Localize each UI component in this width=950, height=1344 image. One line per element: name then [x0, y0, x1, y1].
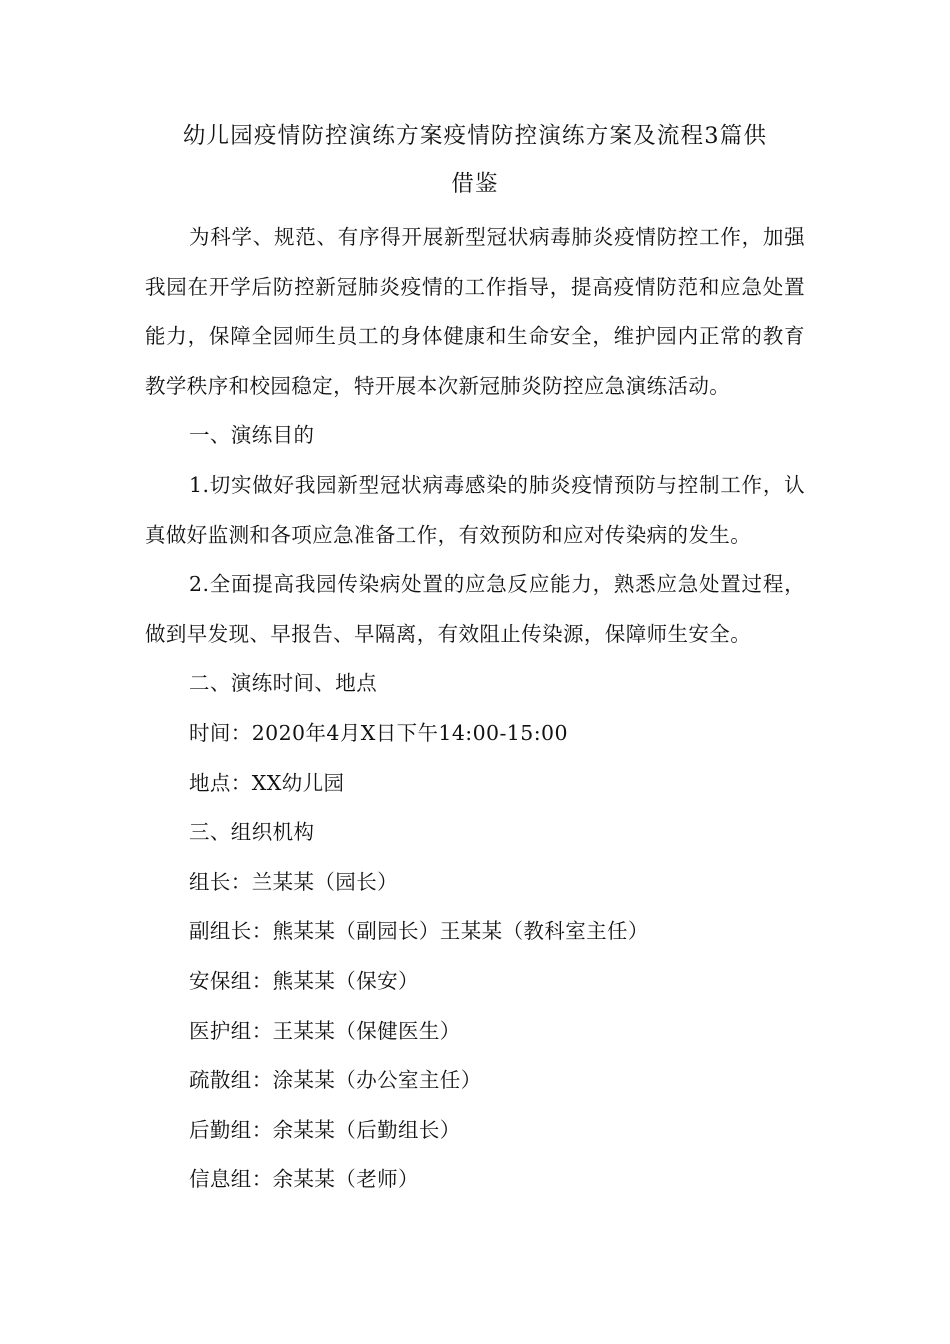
- org-information-group: 信息组：余某某（老师）: [189, 1167, 419, 1192]
- org-medical-group: 医护组：王某某（保健医生）: [189, 1018, 461, 1043]
- org-security-group: 安保组：熊某某（保安）: [189, 968, 419, 993]
- org-deputy-leader: 副组长：熊某某（副园长）王某某（教科室主任）: [189, 919, 649, 944]
- section-heading-time-location: 二、演练时间、地点: [189, 671, 378, 696]
- purpose-item-2: 2.全面提高我园传染病处置的应急反应能力，熟悉应急处置过程，做到早发现、早报告、早隔离，有效阻止传染源，保障师生安全。: [145, 572, 805, 646]
- org-logistics-group: 后勤组：余某某（后勤组长）: [189, 1117, 461, 1142]
- title-line-1: 幼儿园疫情防控演练方案疫情防控演练方案及流程3篇供: [182, 123, 768, 149]
- document-body: [145, 213, 805, 1205]
- purpose-item-1: 1.切实做好我园新型冠状病毒感染的肺炎疫情预防与控制工作，认真做好监测和各项应急准备工作，有效预防和应对传染病的发生。: [145, 472, 805, 547]
- drill-location: 地点：XX幼儿园: [189, 770, 345, 795]
- section-heading-purpose: 一、演练目的: [189, 423, 315, 448]
- intro-paragraph: 为科学、规范、有序得开展新型冠状病毒肺炎疫情防控工作，加强我园在开学后防控新冠肺炎疫情的工作指导，提高疫情防范和应急处置能力，保障全园师生员工的身体健康和生命安全，维护园内正常的教育教学秩序和校园稳定，特开展本次新冠肺炎防控应急演练活动。: [145, 225, 805, 398]
- drill-time: 时间：2020年4月X日下午14:00-15:00: [189, 720, 568, 745]
- document-title: [145, 112, 805, 208]
- section-heading-organization: 三、组织机构: [189, 820, 315, 845]
- org-evacuation-group: 疏散组：涂某某（办公室主任）: [189, 1068, 482, 1093]
- org-leader: 组长：兰某某（园长）: [189, 869, 398, 894]
- title-line-2: 借鉴: [451, 171, 499, 197]
